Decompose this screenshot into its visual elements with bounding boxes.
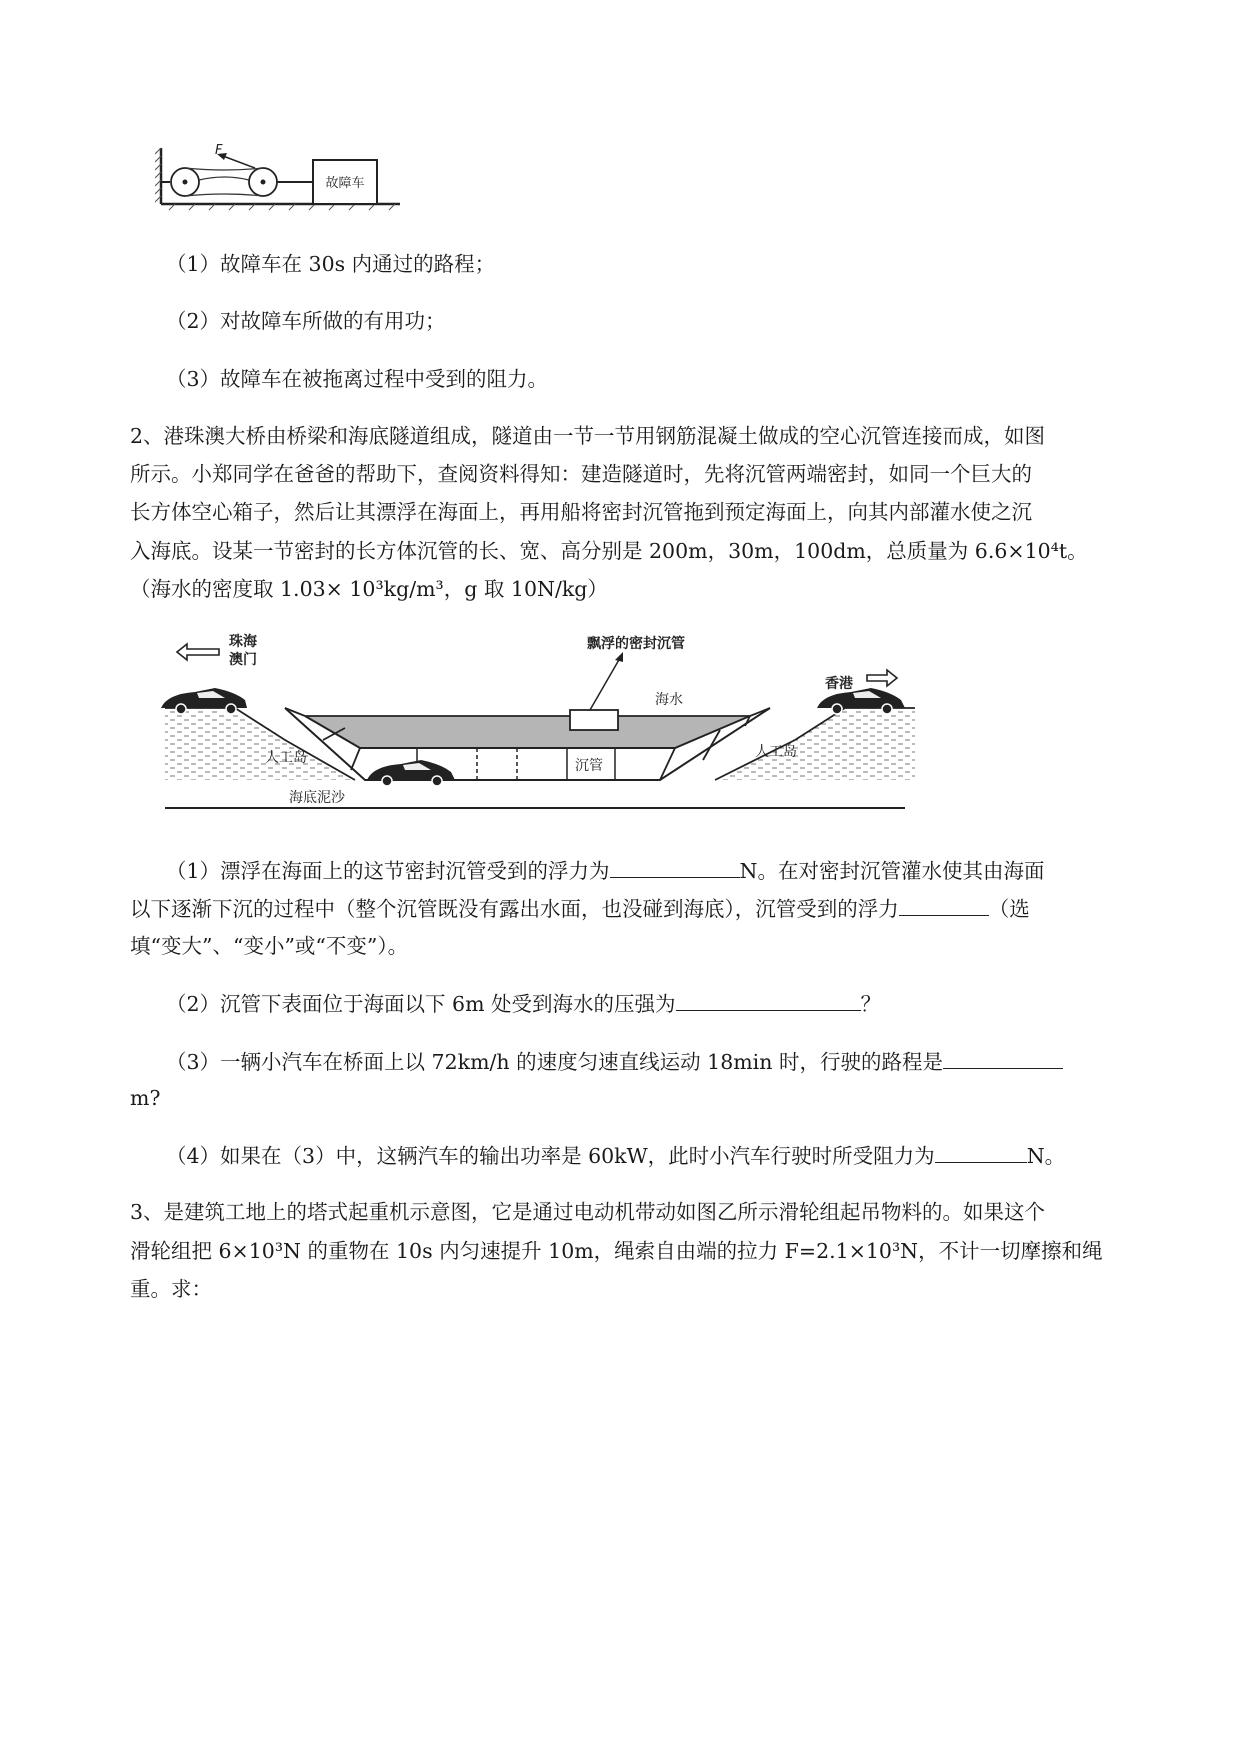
answer-blank-distance[interactable]	[943, 1046, 1063, 1069]
answer-blank-buoyancy[interactable]	[610, 855, 740, 878]
answer-blank-pressure[interactable]	[676, 988, 861, 1011]
q1-sub3: （3）故障车在被拖离过程中受到的阻力。	[166, 367, 549, 391]
q2-sub2	[166, 988, 881, 1018]
answer-blank-buoyancy-change[interactable]	[899, 893, 989, 916]
q3-line1: 3、是建筑工地上的塔式起重机示意图，它是通过电动机带动如图乙所示滑轮组起吊物料的。如果这个	[130, 1200, 1046, 1224]
car-label: 故障车	[325, 176, 365, 191]
q2-sub1-line2	[130, 893, 1030, 923]
q2-sub2-text-a: （2）沉管下表面位于海面以下 6m 处受到海水的压强为	[166, 992, 676, 1016]
q2-sub1-text-b: N。在对密封沉管灌水使其由海面	[739, 859, 1045, 883]
floating-tube	[570, 710, 618, 730]
q2-sub3-line1	[166, 1046, 1063, 1076]
label-floating-tube: 飘浮的密封沉管	[587, 636, 685, 652]
q2-line2: 所示。小郑同学在爸爸的帮助下，查阅资料得知：建造隧道时，先将沉管两端密封，如同一个巨大的	[130, 462, 1032, 486]
seawater-area	[305, 716, 750, 748]
q2-sub2-text-b: ？	[860, 992, 882, 1016]
q2-sub1-text-d: （选	[988, 897, 1030, 921]
q2-sub1-line3: 填“变大”、“变小”或“不变”）。	[130, 934, 409, 958]
q2-line3: 长方体空心箱子，然后让其漂浮在海面上，再用船将密封沉管拖到预定海面上，向其内部灌水使之沉	[130, 500, 1032, 524]
label-macau: 澳门	[229, 652, 257, 668]
answer-blank-resistance[interactable]	[935, 1140, 1027, 1163]
q2-sub4	[166, 1140, 1065, 1170]
arrow-left-icon	[177, 644, 219, 660]
tunnel-figure	[155, 630, 915, 820]
label-island-right: 人工岛	[755, 744, 797, 760]
force-label: F	[215, 143, 223, 158]
q2-line5: （海水的密度取 1.03× 10³kg/m³，g 取 10N/kg）	[130, 577, 608, 601]
q2-sub1-text-c: 以下逐渐下沉的过程中（整个沉管既没有露出水面，也没碰到海底），沉管受到的浮力	[130, 897, 899, 921]
arrow-right-icon	[867, 670, 897, 686]
q1-sub2: （2）对故障车所做的有用功；	[166, 309, 446, 333]
q3-line3: 重。求：	[130, 1277, 212, 1301]
q2-sub4-text-a: （4）如果在（3）中，这辆汽车的输出功率是 60kW，此时小汽车行驶时所受阻力为	[166, 1144, 935, 1168]
label-tube: 沉管	[575, 758, 603, 774]
label-seabed: 海底泥沙	[289, 790, 345, 806]
q2-line4: 入海底。设某一节密封的长方体沉管的长、宽、高分别是 200m，30m，100dm，总质量为 6.6×10⁴t。	[130, 539, 1088, 563]
q1-sub1: （1）故障车在 30s 内通过的路程；	[166, 252, 496, 276]
label-hongkong: 香港	[825, 676, 853, 692]
label-seawater: 海水	[655, 692, 683, 708]
q2-sub1-text-a: （1）漂浮在海面上的这节密封沉管受到的浮力为	[166, 859, 610, 883]
label-zhuhai: 珠海	[229, 634, 257, 650]
q2-line1: 2、港珠澳大桥由桥梁和海底隧道组成，隧道由一节一节用钢筋混凝土做成的空心沉管连接而成，如图	[130, 424, 1046, 448]
q2-sub3-text-a: （3）一辆小汽车在桥面上以 72km/h 的速度匀速直线运动 18min 时，行驶的路程是	[166, 1050, 943, 1074]
q2-sub3-line2: m?	[130, 1086, 161, 1110]
car-tunnel-icon	[367, 760, 455, 786]
pulley-figure	[155, 142, 405, 212]
label-island-left: 人工岛	[265, 750, 307, 766]
q2-sub4-text-b: N。	[1026, 1144, 1066, 1168]
q3-line2: 滑轮组把 6×10³N 的重物在 10s 内匀速提升 10m，绳索自由端的拉力 F=2.1×10³N，不计一切摩擦和绳	[130, 1239, 1103, 1263]
q2-sub1-line1	[166, 855, 1044, 885]
